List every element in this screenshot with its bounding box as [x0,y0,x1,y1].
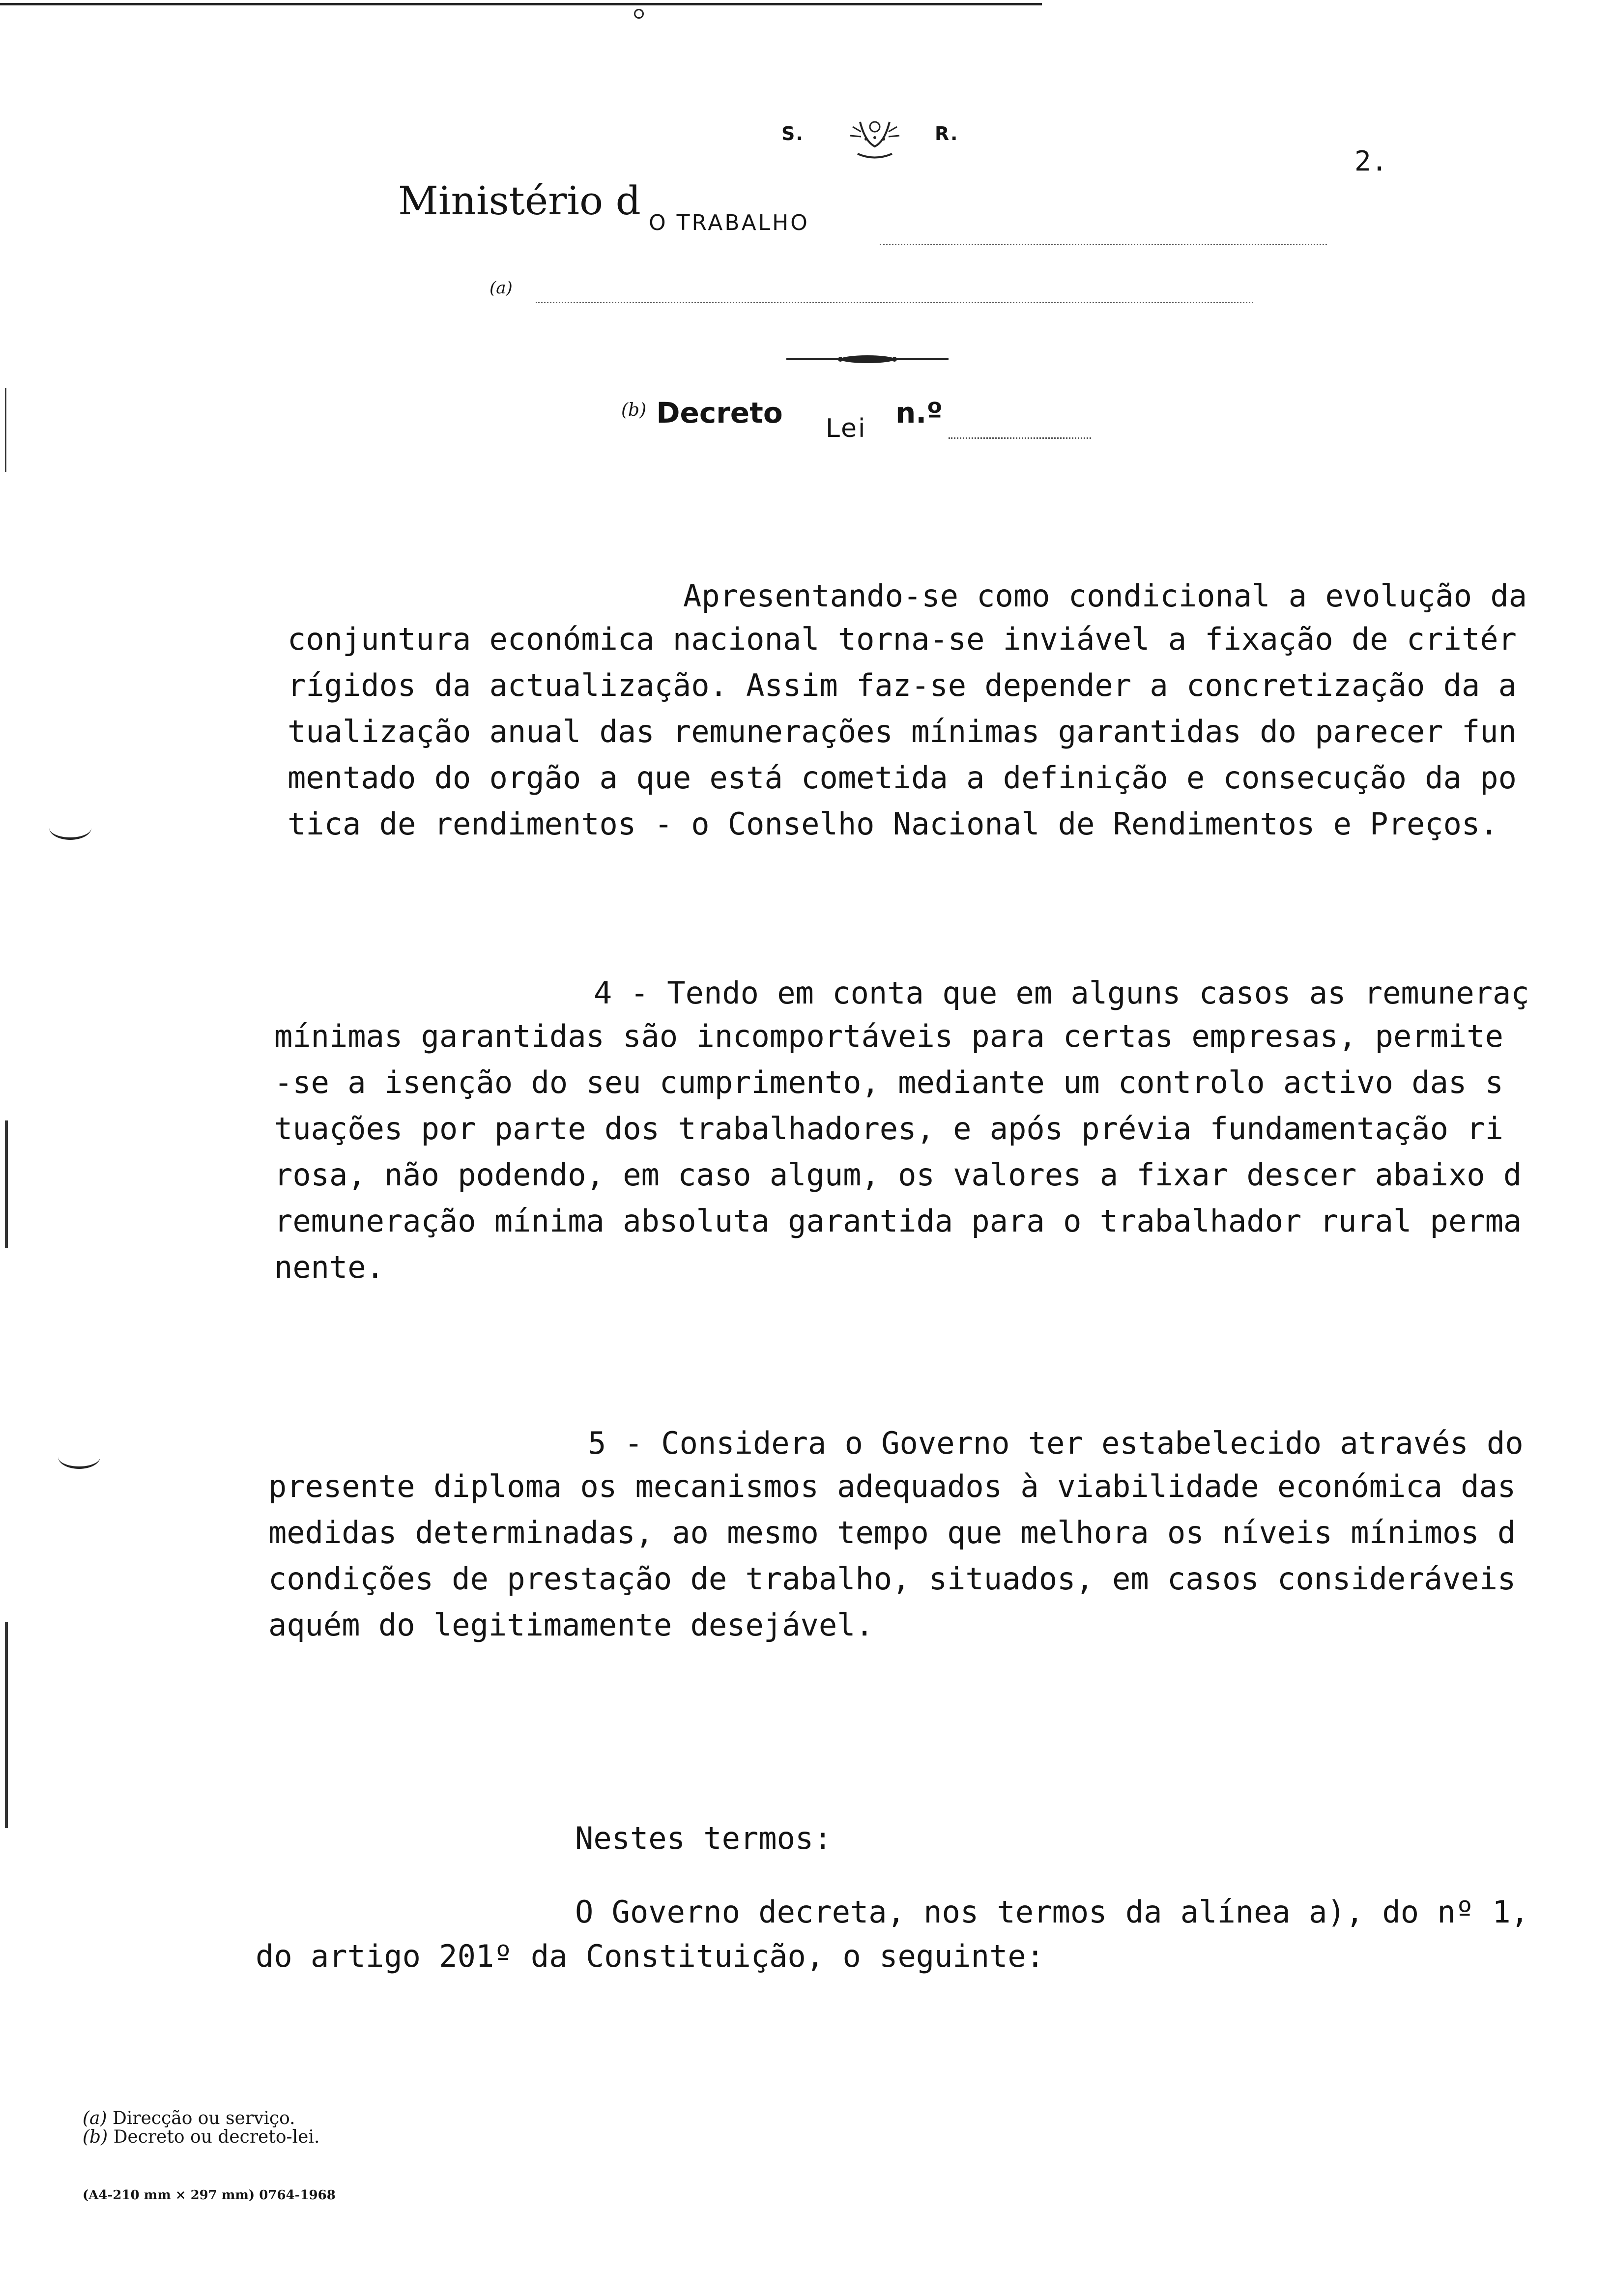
footnote-b-marker: (b) [83,2127,108,2147]
ministry-name: O TRABALHO [649,210,809,235]
decree-footnote-marker: (b) [621,400,647,420]
ministry-dotted-line [880,244,1327,245]
paragraph-1-body: conjuntura económica nacional torna-se inviável a fixação de critér rígidos da actualização. Assim faz-se depender a concretização da a tualização anual das remunerações mínimas garantidas do parecer fun mentado do orgão a que está cometida a definição e consecução da po tica de rendimentos - o Conselho Nacional de Rendimentos e Preços. [288,621,1517,842]
margin-punch-mark [58,1445,100,1469]
terms-heading: Nestes termos: [575,1820,832,1856]
page-number: 2. [1354,145,1388,177]
paragraph-5-body: presente diploma os mecanismos adequados à viabilidade económica das medidas determinadas, ao mesmo tempo que melhora os níveis mínimos d condições de prestação de trabalho, situados, em casos consideráveis aquém do legitimamente desejável. [268,1468,1516,1643]
form-code: (A4-210 mm × 297 mm) 0764-1968 [83,2188,336,2203]
top-border-line [0,3,1042,5]
binding-edge-mark [5,388,6,472]
binding-edge-mark [5,1622,8,1828]
decree-number-dotted-line [949,437,1091,439]
footnotes [83,2109,319,2147]
paragraph-4-first-line: 4 - Tendo em conta que em alguns casos as remuneraç [594,975,1529,1011]
sr-right-text: R. [935,123,959,144]
paragraph-1-first-line: Apresentando-se como condicional a evolução da [683,578,1527,614]
sr-left-text: S. [781,123,804,144]
margin-punch-mark [49,816,91,840]
footnote-b-text: Decreto ou decreto-lei. [113,2127,320,2147]
decree-label [621,396,783,430]
decree-type: Lei [826,414,867,443]
direction-dotted-line [536,302,1253,303]
top-border-circle [634,9,644,19]
direction-footnote-marker: (a) [489,278,513,298]
footnote-b [83,2128,319,2147]
decree-clause-body: do artigo 201º da Constituição, o seguinte: [256,1938,1045,1974]
decree-number-label: n.º [895,396,943,430]
decree-label-text: Decreto [656,396,783,430]
ornament-divider-icon [786,352,949,367]
footnote-a [83,2109,319,2128]
coat-of-arms-icon [831,112,919,166]
ministry-label: Ministério d [398,178,641,224]
paragraph-4-body: mínimas garantidas são incomportáveis para certas empresas, permite -se a isenção do seu cumprimento, mediante um controlo activo das s tuações por parte dos trabalhadores, e após prévia fundamentação ri rosa, não podendo, em caso algum, os valores a fixar descer abaixo d remuneração mínima absoluta garantida para o trabalhador rural perma nente. [274,1018,1522,1285]
binding-edge-mark [5,1120,8,1248]
footnote-a-text: Direcção ou serviço. [113,2108,295,2128]
footnote-a-marker: (a) [83,2108,107,2128]
paragraph-5-first-line: 5 - Considera o Governo ter estabelecido através do [588,1425,1524,1461]
decree-clause-first-line: O Governo decreta, nos termos da alínea a), do nº 1, [575,1894,1529,1930]
